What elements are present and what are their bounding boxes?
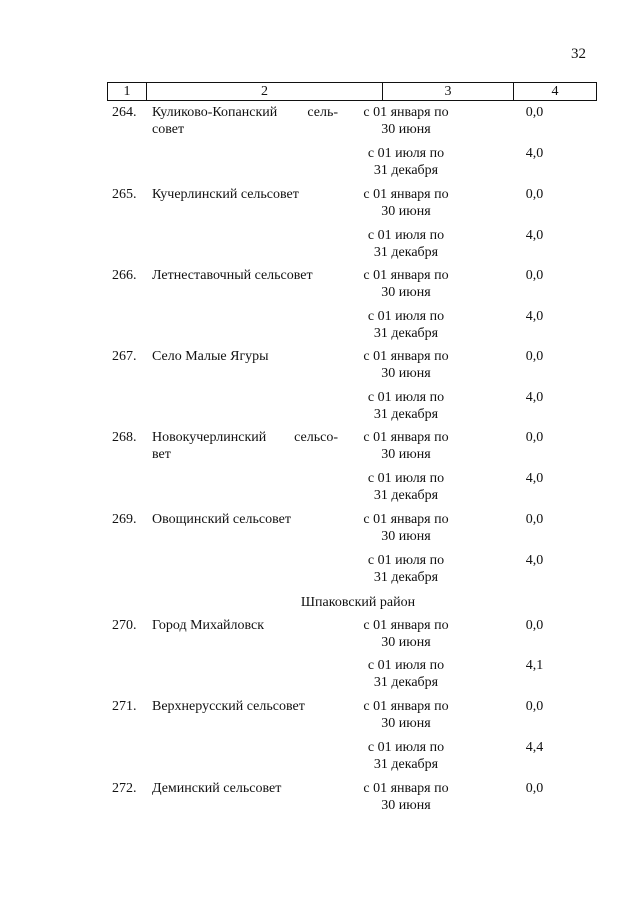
section-title: Шпаковский район xyxy=(300,595,416,610)
value-second-half: 4,0 xyxy=(525,553,544,568)
value-second-half: 4,0 xyxy=(525,309,544,324)
row-number: 267. xyxy=(112,349,137,364)
period-jul-end: 31 декабря xyxy=(373,570,439,585)
value-second-half: 4,1 xyxy=(525,658,544,673)
row-name-line1 xyxy=(152,429,338,446)
row-number: 264. xyxy=(112,105,137,120)
row-name-part: сельсо- xyxy=(294,430,338,445)
row-number: 272. xyxy=(112,781,137,796)
period-jan-end: 30 июня xyxy=(381,716,431,731)
period-jan-start: с 01 января по xyxy=(363,618,449,633)
period-jul-end: 31 декабря xyxy=(373,407,439,422)
row-name: Деминский сельсовет xyxy=(152,781,282,796)
period-jan-end: 30 июня xyxy=(381,204,431,219)
period-jan-start: с 01 января по xyxy=(363,268,449,283)
row-name-part: Новокучерлинский xyxy=(152,430,267,445)
row-number: 265. xyxy=(112,187,137,202)
row-number: 271. xyxy=(112,699,137,714)
period-jul-start: с 01 июля по xyxy=(367,309,445,324)
period-jan-start: с 01 января по xyxy=(363,699,449,714)
value-second-half: 4,0 xyxy=(525,146,544,161)
period-jul-end: 31 декабря xyxy=(373,757,439,772)
row-number: 269. xyxy=(112,512,137,527)
header-col-4: 4 xyxy=(513,83,596,100)
period-jul-end: 31 декабря xyxy=(373,326,439,341)
row-number: 270. xyxy=(112,618,137,633)
period-jul-start: с 01 июля по xyxy=(367,471,445,486)
row-name-part: сель- xyxy=(307,105,338,120)
row-name: Кучерлинский сельсовет xyxy=(152,187,299,202)
period-jan-start: с 01 января по xyxy=(363,349,449,364)
value-second-half: 4,0 xyxy=(525,471,544,486)
period-jul-end: 31 декабря xyxy=(373,488,439,503)
row-name: Город Михайловск xyxy=(152,618,265,633)
value-first-half: 0,0 xyxy=(525,268,544,283)
value-second-half: 4,4 xyxy=(525,740,544,755)
period-jan-start: с 01 января по xyxy=(363,430,449,445)
row-name-line2: совет xyxy=(152,122,185,137)
period-jul-start: с 01 июля по xyxy=(367,228,445,243)
value-second-half: 4,0 xyxy=(525,390,544,405)
period-jan-start: с 01 января по xyxy=(363,512,449,527)
period-jul-start: с 01 июля по xyxy=(367,740,445,755)
period-jul-end: 31 декабря xyxy=(373,675,439,690)
period-jan-end: 30 июня xyxy=(381,285,431,300)
period-jul-start: с 01 июля по xyxy=(367,658,445,673)
value-first-half: 0,0 xyxy=(525,699,544,714)
period-jan-start: с 01 января по xyxy=(363,187,449,202)
value-first-half: 0,0 xyxy=(525,349,544,364)
period-jan-start: с 01 января по xyxy=(363,105,449,120)
period-jan-end: 30 июня xyxy=(381,635,431,650)
row-name: Верхнерусский сельсовет xyxy=(152,699,305,714)
period-jul-start: с 01 июля по xyxy=(367,390,445,405)
period-jul-end: 31 декабря xyxy=(373,163,439,178)
row-number: 266. xyxy=(112,268,137,283)
page-number: 32 xyxy=(571,46,586,62)
value-first-half: 0,0 xyxy=(525,618,544,633)
value-first-half: 0,0 xyxy=(525,105,544,120)
value-second-half: 4,0 xyxy=(525,228,544,243)
row-name: Овощинский сельсовет xyxy=(152,512,291,527)
row-number: 268. xyxy=(112,430,137,445)
header-col-3: 3 xyxy=(382,83,513,100)
period-jan-end: 30 июня xyxy=(381,122,431,137)
table-header xyxy=(107,82,597,101)
period-jan-start: с 01 января по xyxy=(363,781,449,796)
period-jan-end: 30 июня xyxy=(381,798,431,813)
period-jul-start: с 01 июля по xyxy=(367,553,445,568)
row-name: Летнеставочный сельсовет xyxy=(152,268,313,283)
header-col-1: 1 xyxy=(123,84,131,99)
row-name-line2: вет xyxy=(152,447,171,462)
row-name: Село Малые Ягуры xyxy=(152,349,269,364)
period-jul-end: 31 декабря xyxy=(373,245,439,260)
value-first-half: 0,0 xyxy=(525,512,544,527)
value-first-half: 0,0 xyxy=(525,430,544,445)
period-jan-end: 30 июня xyxy=(381,529,431,544)
row-name-part: Куликово-Копанский xyxy=(152,105,278,120)
period-jan-end: 30 июня xyxy=(381,366,431,381)
period-jan-end: 30 июня xyxy=(381,447,431,462)
header-col-2: 2 xyxy=(146,83,382,100)
row-name-line1 xyxy=(152,104,338,121)
value-first-half: 0,0 xyxy=(525,187,544,202)
period-jul-start: с 01 июля по xyxy=(367,146,445,161)
value-first-half: 0,0 xyxy=(525,781,544,796)
